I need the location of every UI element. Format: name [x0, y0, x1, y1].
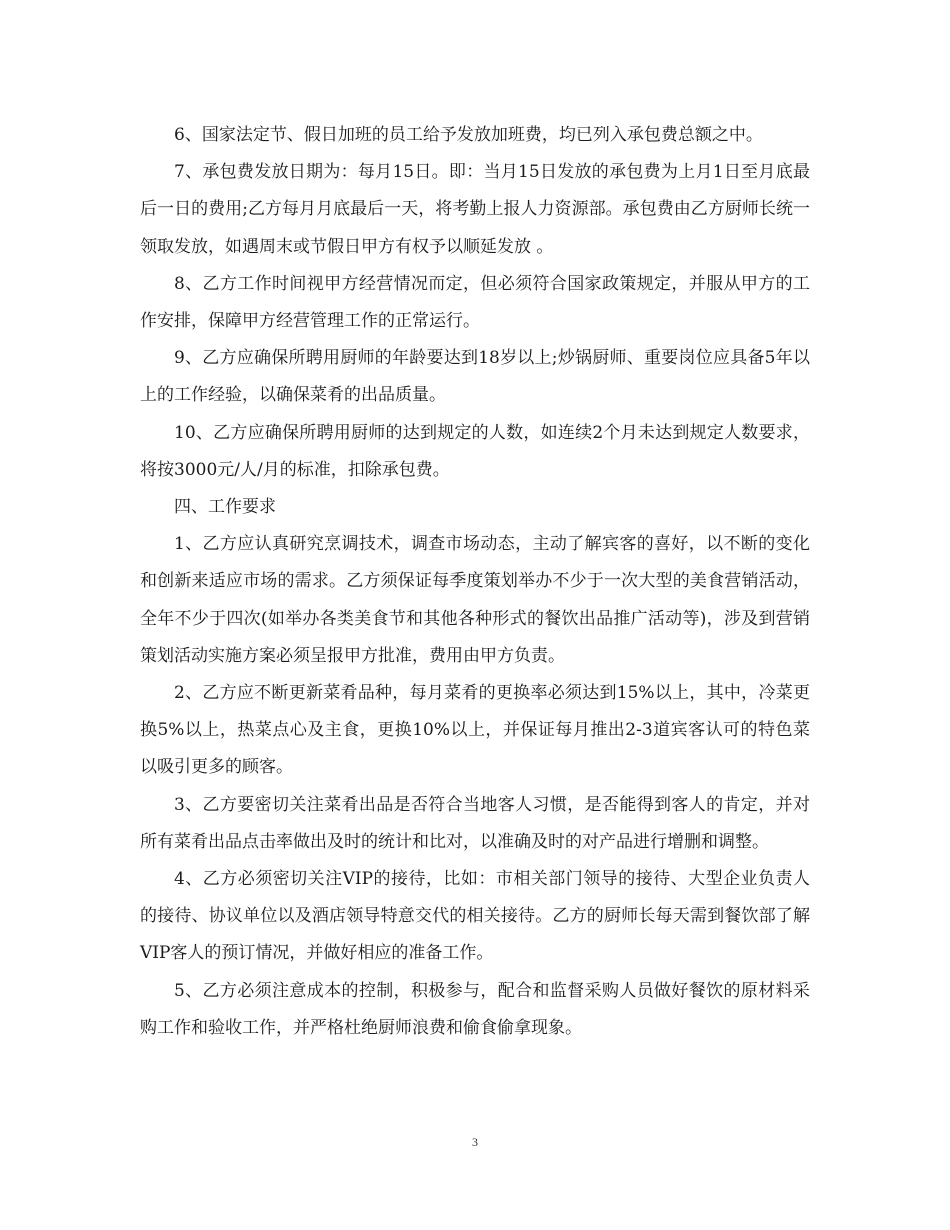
paragraph-item-7: 7、承包费发放日期为：每月15日。即：当月15日发放的承包费为上月1日至月底最后一日的费用;乙方每月月底最后一天，将考勤上报人力资源部。承包费由乙方厨师长统一领取发放，如遇周末或节假日甲方有权予以顺延发放 。: [140, 162, 810, 257]
paragraph-item-8: 8、乙方工作时间视甲方经营情况而定，但必须符合国家政策规定，并服从甲方的工作安排，保障甲方经营管理工作的正常运行。: [140, 273, 810, 332]
requirement-item-3: 3、乙方要密切关注菜肴出品是否符合当地客人习惯，是否能得到客人的肯定，并对所有菜肴出品点击率做出及时的统计和比对，以准确及时的对产品进行增删和调整。: [140, 794, 810, 852]
document-body: [140, 117, 810, 1047]
requirement-item-4: 4、乙方必须密切关注VIP的接待，比如：市相关部门领导的接待、大型企业负责人的接待、协议单位以及酒店领导特意交代的相关接待。乙方的厨师长每天需到餐饮部了解VIP客人的预订情况，并做好相应的准备工作。: [140, 869, 810, 964]
page-number: 3: [472, 1135, 478, 1149]
paragraph-item-9: 9、乙方应确保所聘用厨师的年龄要达到18岁以上;炒锅厨师、重要岗位应具备5年以上的工作经验，以确保菜肴的出品质量。: [140, 348, 810, 406]
paragraph-item-10: 10、乙方应确保所聘用厨师的达到规定的人数，如连续2个月未达到规定人数要求，将按3000元/人/月的标准，扣除承包费。: [140, 422, 810, 480]
paragraph-item-6: 6、国家法定节、假日加班的员工给予发放加班费，均已列入承包费总额之中。: [174, 125, 763, 145]
requirement-item-5: 5、乙方必须注意成本的控制，积极参与，配合和监督采购人员做好餐饮的原材料采购工作和验收工作，并严格杜绝厨师浪费和偷食偷拿现象。: [140, 980, 810, 1038]
section-heading-work-requirements: 四、工作要求: [174, 497, 276, 518]
requirement-item-1: 1、乙方应认真研究烹调技术，调查市场动态，主动了解宾客的喜好，以不断的变化和创新来适应市场的需求。乙方须保证每季度策划举办不少于一次大型的美食营销活动，全年不少于四次(如举办各类美食节和其他各种形式的餐饮出品推广活动等)，涉及到营销策划活动实施方案必须呈报甲方批准，费用由甲方负责。: [140, 534, 810, 666]
requirement-item-2: 2、乙方应不断更新菜肴品种，每月菜肴的更换率必须达到15%以上，其中，冷菜更换5%以上，热菜点心及主食，更换10%以上，并保证每月推出2-3道宾客认可的特色菜以吸引更多的顾客。: [140, 683, 810, 778]
